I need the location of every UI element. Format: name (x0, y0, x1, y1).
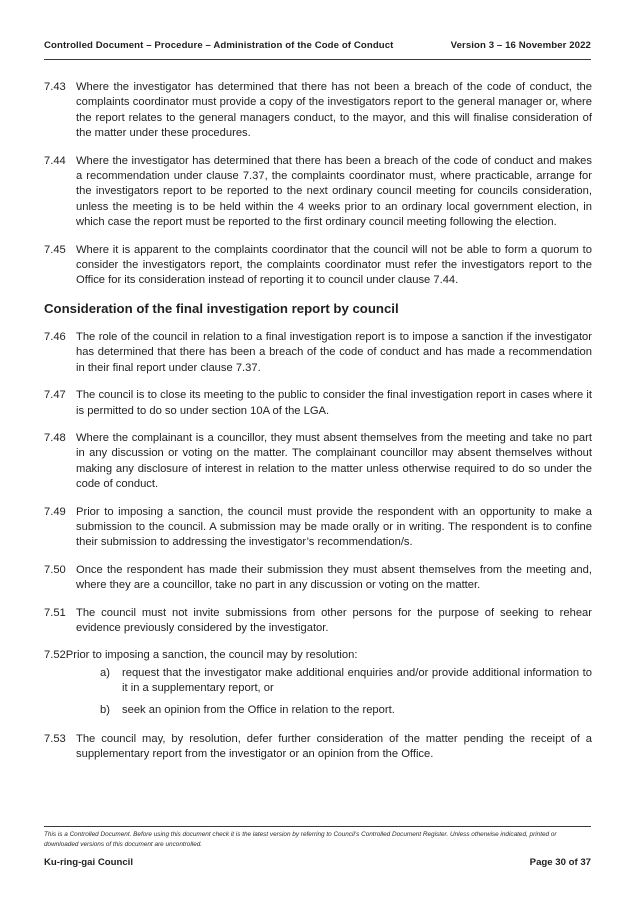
clause-text: Prior to imposing a sanction, the council may by resolution: (65, 649, 358, 662)
clause-number: 7.48 (44, 431, 66, 444)
header-document-title: Controlled Document – Procedure – Administration of the Code of Conduct (44, 40, 394, 51)
clause-text: Where it is apparent to the complaints coordinator that the council will not be able to form a quorum to consider the investigators report, the complaints coordinator must refer the investigators report to the Office for its consideration instead of reporting it to council under clause 7.44. (76, 243, 592, 287)
clause-number: 7.46 (44, 330, 66, 343)
clause-7-44 (44, 154, 592, 231)
clause-text: Prior to imposing a sanction, the council must provide the respondent with an opportunity to make a submission to the council. A submission may be made orally or in writing. The respondent is to confine their submission to addressing the investigator’s recommendation/s. (76, 505, 592, 549)
clause-7-52 (44, 648, 592, 663)
page-number: Page 30 of 37 (529, 857, 591, 868)
header-version: Version 3 – 16 November 2022 (450, 40, 591, 51)
page-content (44, 80, 592, 775)
clause-text: Once the respondent has made their submission they must absent themselves from the meeting and, where they are a councillor, take no part in any discussion or voting on the matter. (76, 563, 592, 592)
clause-text: The council is to close its meeting to the public to consider the final investigation report in cases where it is permitted to do so under section 10A of the LGA. (76, 389, 592, 417)
clause-number: 7.51 (44, 606, 66, 619)
controlled-document-disclaimer: This is a Controlled Document. Before using this document check it is the latest version by referring to Council’s Controlled Document Register. Unless otherwise indicated, printed or downloaded versions of this document are uncontrolled. (44, 831, 557, 848)
clause-7-47 (44, 388, 592, 419)
list-item-label: b) (100, 703, 110, 716)
page-header (44, 40, 591, 51)
clause-7-52-sublist (100, 666, 592, 718)
clause-number: 7.43 (44, 81, 66, 93)
clause-number: 7.45 (44, 243, 66, 256)
clause-7-51 (44, 606, 592, 637)
list-item-text: request that the investigator make additional enquiries and/or provide additional information to it in a supplementary report, or (122, 666, 592, 695)
section-heading: Consideration of the final investigation report by council (44, 300, 399, 316)
clause-7-46 (44, 330, 592, 376)
clause-text: The council may, by resolution, defer further consideration of the matter pending the receipt of a supplementary report from the investigator or an opinion from the Office. (76, 733, 592, 761)
clause-text: Where the investigator has determined that there has been a breach of the code of conduct and makes a recommendation under clause 7.37, the complaints coordinator must, where practicable, arrange for the investigators report to be reported to the next ordinary council meeting for councils consideration, unless the meeting is to be held within the 4 weeks prior to an ordinary local government election, in which case the report must be reported to the first ordinary council meeting following the election. (76, 154, 592, 229)
clause-text: The role of the council in relation to a final investigation report is to impose a sanction if the investigator has determined that there has been a breach of the code of conduct and has made a recommendation in their final report under clause 7.37. (76, 330, 592, 374)
clause-7-53 (44, 732, 592, 763)
clause-text: Where the investigator has determined that there has not been a breach of the code of conduct, the complaints coordinator must provide a copy of the investigators report to the general manager or, where the report relates to the general managers conduct, to the mayor, and this will finalise consideration of the matter under these procedures. (76, 81, 592, 140)
clause-7-48 (44, 431, 592, 493)
list-item-label: a) (100, 666, 110, 679)
clause-number: 7.52 (44, 649, 66, 662)
header-divider (44, 59, 591, 60)
clause-text: The council must not invite submissions from other persons for the purpose of seeking to rehear evidence previously considered by the investigator. (76, 606, 592, 634)
clause-7-43 (44, 80, 592, 142)
footer-divider (44, 826, 591, 827)
clause-7-49 (44, 505, 592, 551)
page-footer (44, 857, 591, 868)
clause-7-50 (44, 563, 592, 594)
list-item (100, 703, 592, 718)
list-item-text: seek an opinion from the Office in relation to the report. (122, 703, 395, 716)
clause-number: 7.50 (44, 563, 66, 576)
clause-text: Where the complainant is a councillor, they must absent themselves from the meeting and take no part in any discussion or voting on the matter. The complainant councillor may absent themselves without making any disclosure of interest in relation to the matter unless otherwise required to do so under the code of conduct. (76, 431, 592, 491)
footer-organisation: Ku-ring-gai Council (44, 857, 133, 868)
clause-number: 7.44 (44, 154, 66, 167)
list-item (100, 666, 592, 697)
clause-number: 7.47 (44, 389, 66, 402)
clause-number: 7.49 (44, 505, 66, 518)
clause-7-45 (44, 243, 592, 289)
clause-number: 7.53 (44, 733, 66, 745)
